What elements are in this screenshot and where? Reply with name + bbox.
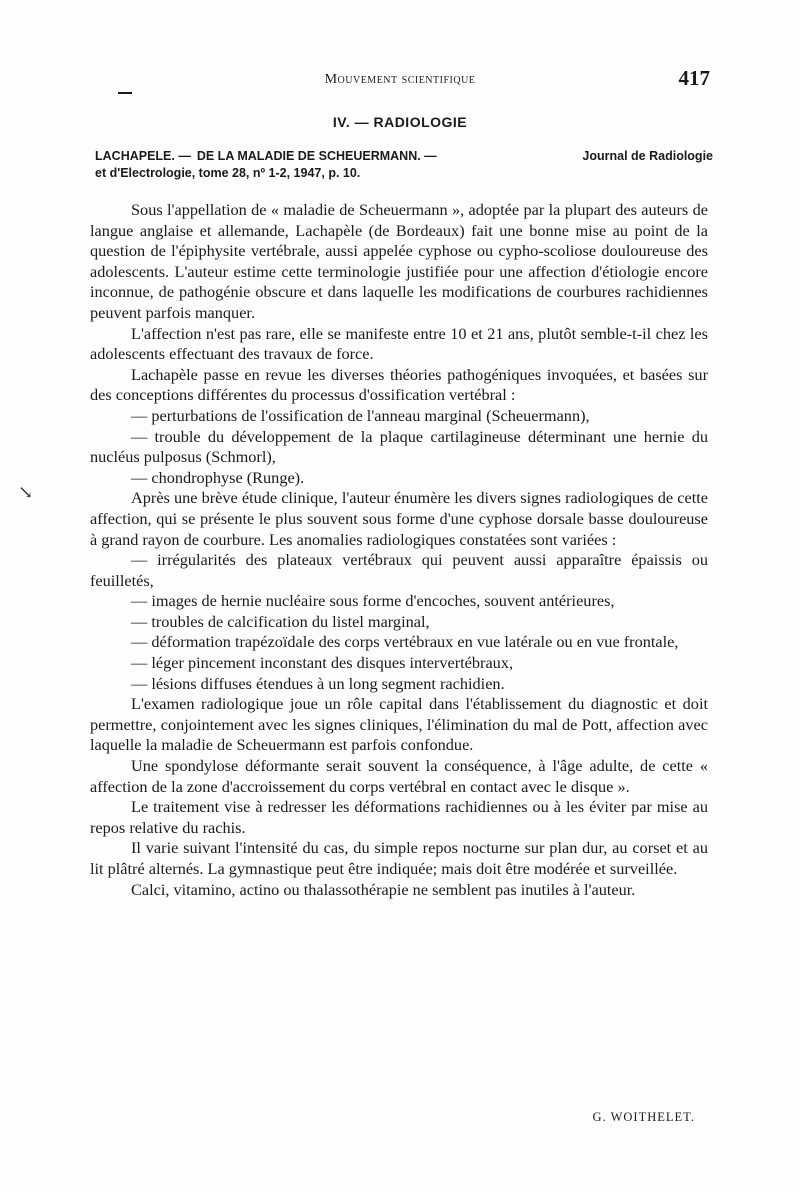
running-title: Mouvement scientifique [324, 72, 476, 87]
list-item: — lésions diffuses étendues à un long segment rachidien. [131, 673, 505, 693]
author-signature: G. WOITHELET. [592, 1110, 695, 1124]
reference-author-title [95, 148, 437, 165]
margin-mark: ↘ [18, 482, 34, 502]
reference-title: DE LA MALADIE DE SCHEUERMANN. — [196, 149, 437, 163]
list-item: — troubles de calcification du listel marginal, [131, 611, 430, 631]
section-heading: IV. — RADIOLOGIE [332, 114, 468, 130]
list-item: — déformation trapézoïdale des corps vertébraux en vue latérale ou en vue frontale, [131, 632, 679, 652]
paragraph: Il varie suivant l'intensité du cas, du simple repos nocturne sur plan dur, au corset et au lit plâtré alternés. La gymnastique peut être indiquée; mais doit être modérée et surveillée. [90, 838, 708, 878]
page-number: 417 [678, 66, 710, 90]
reference-author: LACHAPELE. — [95, 149, 191, 163]
paragraph: Le traitement vise à redresser les déformations rachidiennes ou à les éviter par mise au repos relative du rachis. [90, 797, 708, 837]
list-item: — chondrophyse (Runge). [131, 467, 305, 487]
reference-journal: Journal de Radiologie [582, 149, 713, 163]
paragraph: Une spondylose déformante serait souvent la conséquence, à l'âge adulte, de cette « affection de la zone d'accroissement du corps vertébral en contact avec le disque ». [90, 756, 708, 796]
reference-line-2: et d'Electrologie, tome 28, nº 1-2, 1947, p. 10. [95, 166, 361, 180]
paragraph: Sous l'appellation de « maladie de Scheuermann », adoptée par la plupart des auteurs de langue anglaise et allemande, Lachapèle (de Bordeaux) fait une bonne mise au point de la question de l'épiphysite vertébrale, aussi appelée cyphose ou cypho-scoliose douloureuse des adolescents. L'auteur estime cette terminologie justifiée pour une affection d'étiologie encore inconnue, de pathogénie obscure et dans laquelle les modifications de courbures rachidiennes peuvent parfois manquer. [90, 200, 708, 322]
margin-dash [118, 92, 132, 94]
list-item: — images de hernie nucléaire sous forme d'encoches, souvent antérieures, [131, 591, 615, 611]
bibliographic-reference [95, 148, 713, 182]
paragraph: Lachapèle passe en revue les diverses théories pathogéniques invoquées, et basées sur des conceptions différentes du processus d'ossification vertébral : [90, 364, 708, 405]
list-item: — trouble du développement de la plaque cartilagineuse déterminant une hernie du nucléus pulposus (Schmorl), [90, 426, 708, 467]
list-item: — perturbations de l'ossification de l'anneau marginal (Scheuermann), [131, 405, 590, 425]
paragraph: Après une brève étude clinique, l'auteur énumère les divers signes radiologiques de cette affection, qui se présente le plus souvent sous forme d'une cyphose dorsale basse douloureuse à grand rayon de courbure. Les anomalies radiologiques constatées sont variées : [90, 488, 708, 549]
paragraph: L'examen radiologique joue un rôle capital dans l'établissement du diagnostic et doit permettre, conjointement avec les signes cliniques, l'élimination du mal de Pott, affection avec laquelle la maladie de Scheuermann est parfois confondue. [90, 694, 708, 755]
article-body [90, 200, 708, 900]
list-item: — irrégularités des plateaux vertébraux qui peuvent aussi apparaître épaissis ou feuilletés, [90, 550, 708, 590]
paragraph: L'affection n'est pas rare, elle se manifeste entre 10 et 21 ans, plutôt semble-t-il chez les adolescents effectuant des travaux de force. [90, 323, 708, 364]
reference-line-1 [95, 148, 713, 165]
paragraph: Calci, vitamino, actino ou thalassothérapie ne semblent pas inutiles à l'auteur. [131, 879, 636, 899]
list-item: — léger pincement inconstant des disques intervertébraux, [131, 653, 514, 673]
